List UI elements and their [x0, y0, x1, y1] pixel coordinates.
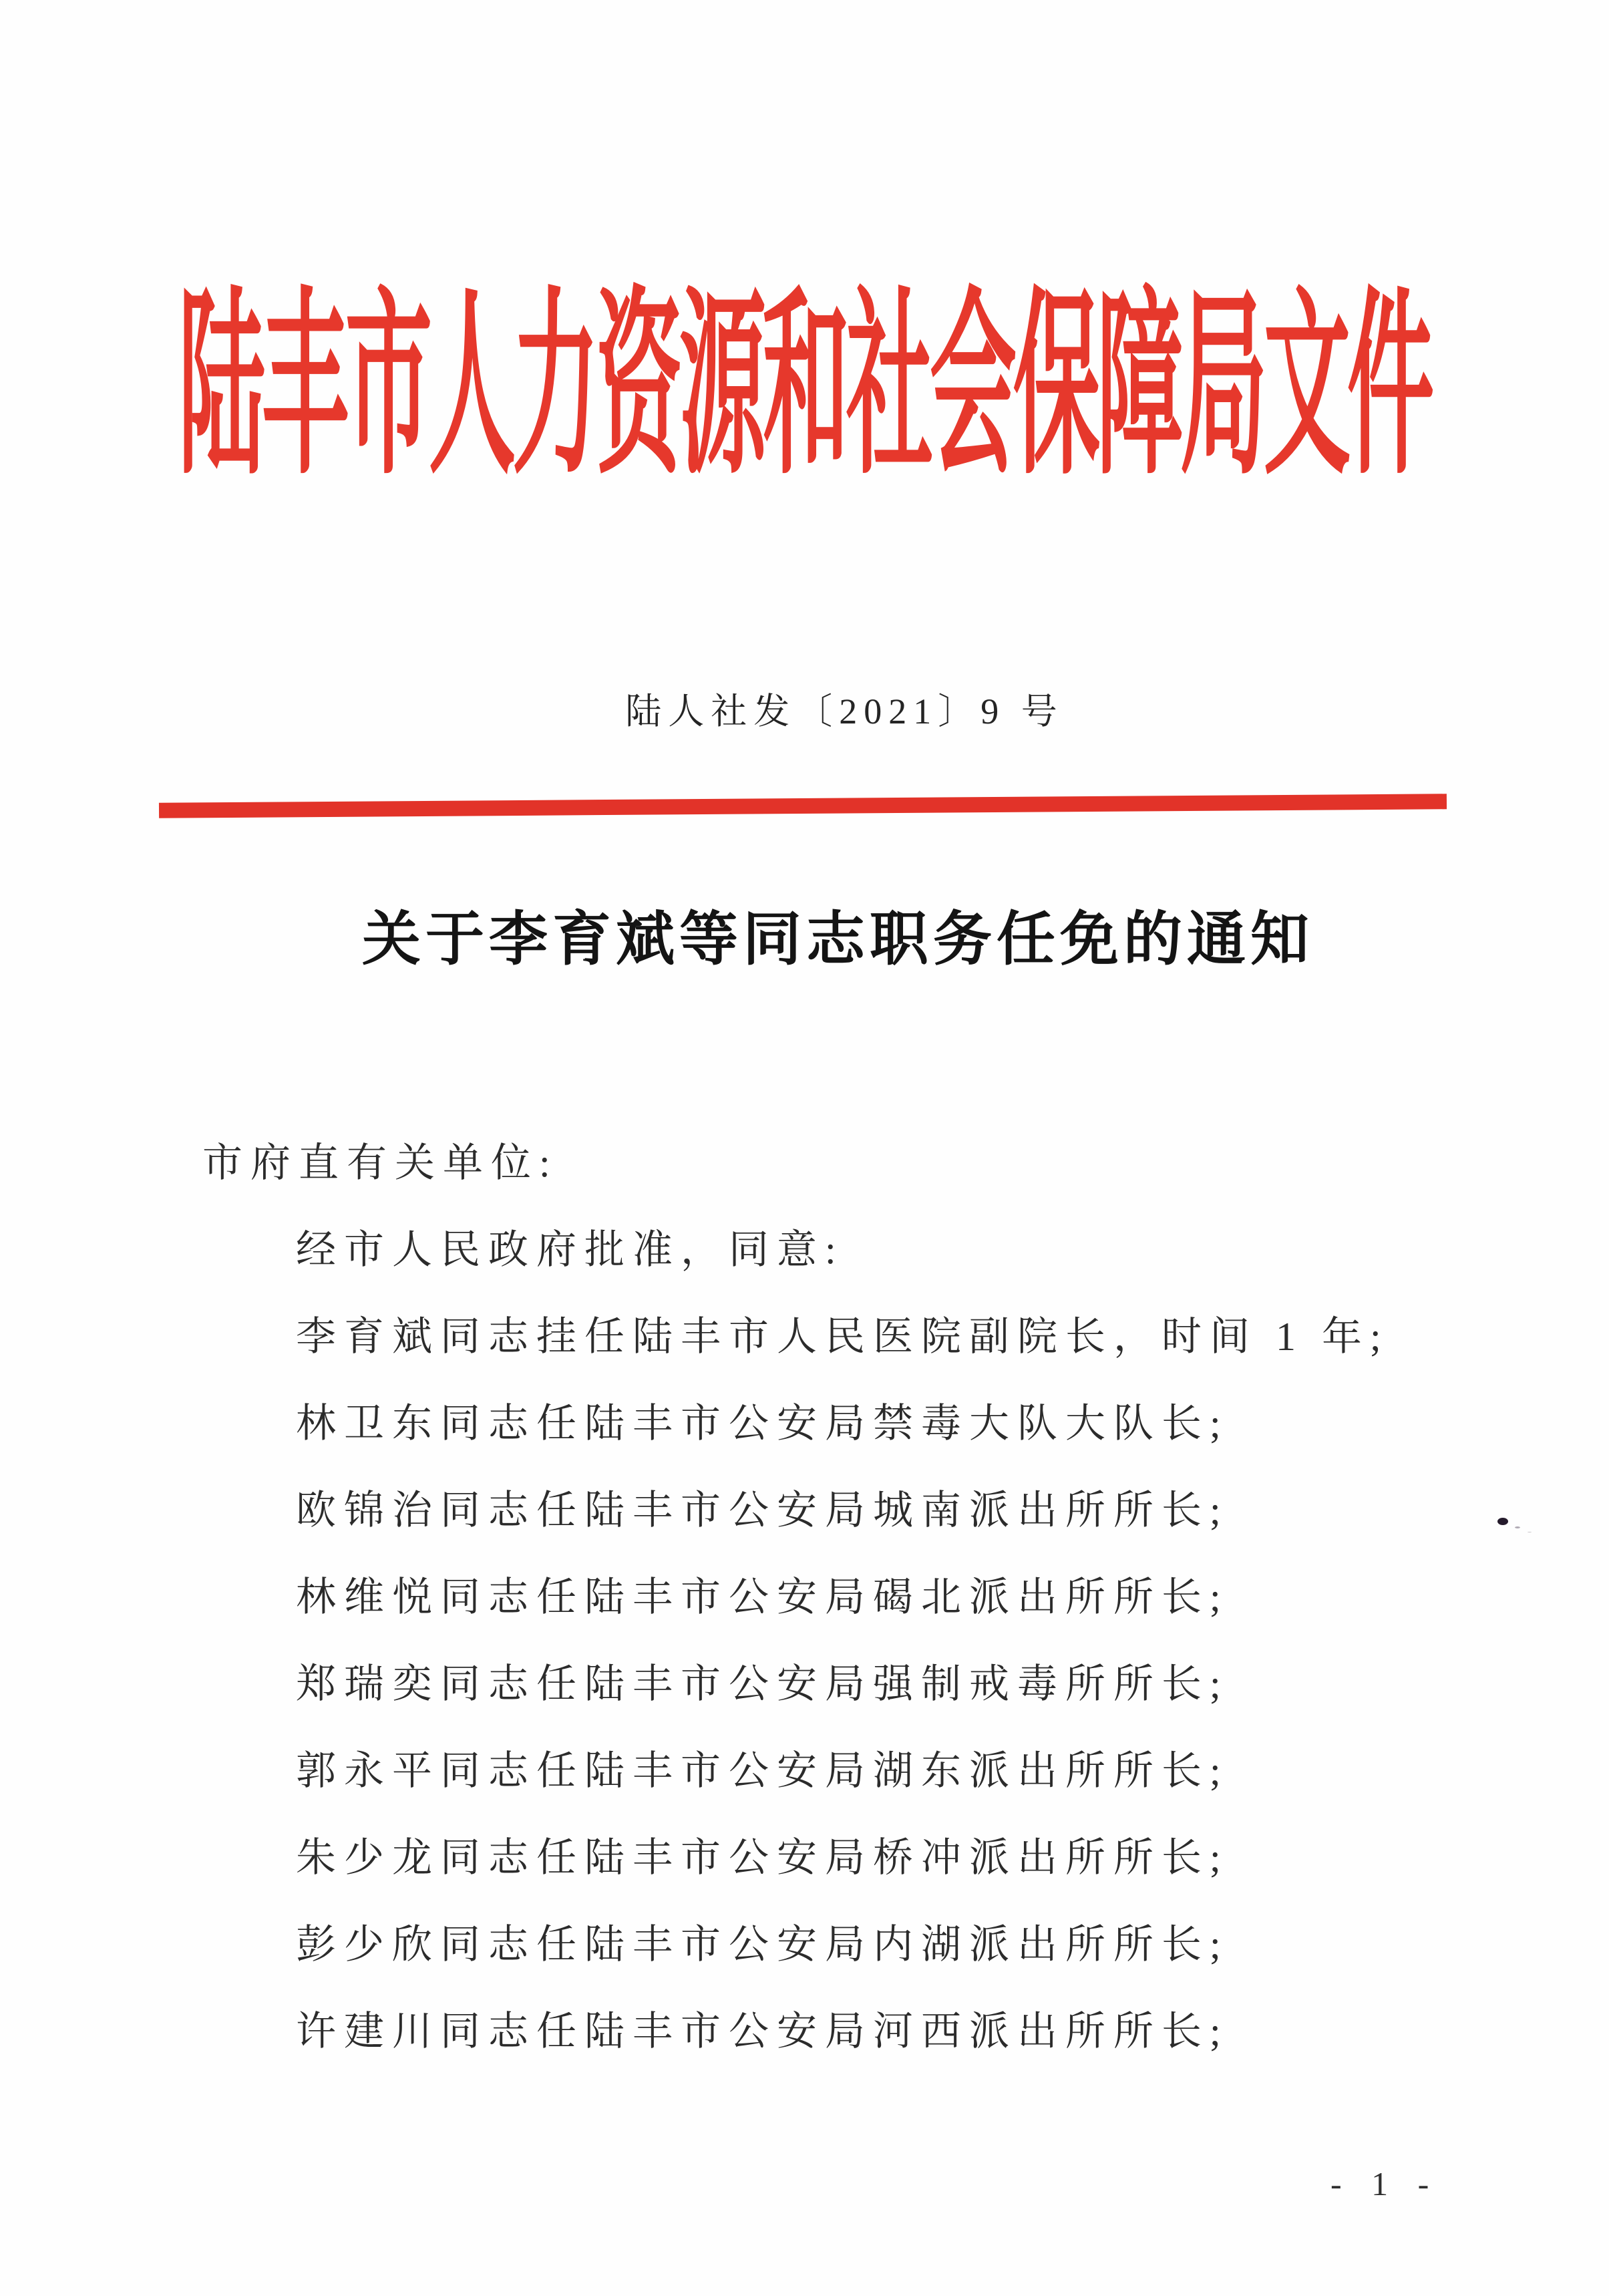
document-reference-number: 陆人社发〔2021〕9 号	[625, 691, 1064, 731]
body-line: 林维悦同志任陆丰市公安局碣北派出所所长;	[296, 1575, 1229, 1619]
body-line: 郑瑞奕同志任陆丰市公安局强制戒毒所所长;	[296, 1662, 1229, 1706]
salutation-line: 市府直有关单位:	[202, 1141, 558, 1185]
body-line: 欧锦治同志任陆丰市公安局城南派出所所长;	[296, 1488, 1229, 1532]
scan-ink-speck	[1497, 1518, 1508, 1525]
agency-masthead	[0, 269, 1609, 499]
body-line: 彭少欣同志任陆丰市公安局内湖派出所所长;	[296, 1923, 1229, 1967]
page-number: - 1 -	[1330, 2165, 1440, 2202]
notice-body	[202, 1120, 1471, 2075]
body-line: 林卫东同志任陆丰市公安局禁毒大队大队长;	[296, 1402, 1229, 1446]
agency-masthead-text: 陆丰市人力资源和社会保障局文件	[178, 277, 1431, 499]
body-line: 李育斌同志挂任陆丰市人民医院副院长，时间 1 年;	[296, 1315, 1389, 1359]
notice-title: 关于李育斌等同志职务任免的通知	[361, 908, 1314, 973]
body-line: 郭永平同志任陆丰市公安局湖东派出所所长;	[296, 1749, 1229, 1793]
red-divider-line	[159, 794, 1447, 818]
body-line: 朱少龙同志任陆丰市公安局桥冲派出所所长;	[296, 1836, 1229, 1880]
body-line: 许建川同志任陆丰市公安局河西派出所所长;	[296, 2009, 1229, 2054]
body-line: 经市人民政府批准，同意:	[296, 1228, 844, 1272]
